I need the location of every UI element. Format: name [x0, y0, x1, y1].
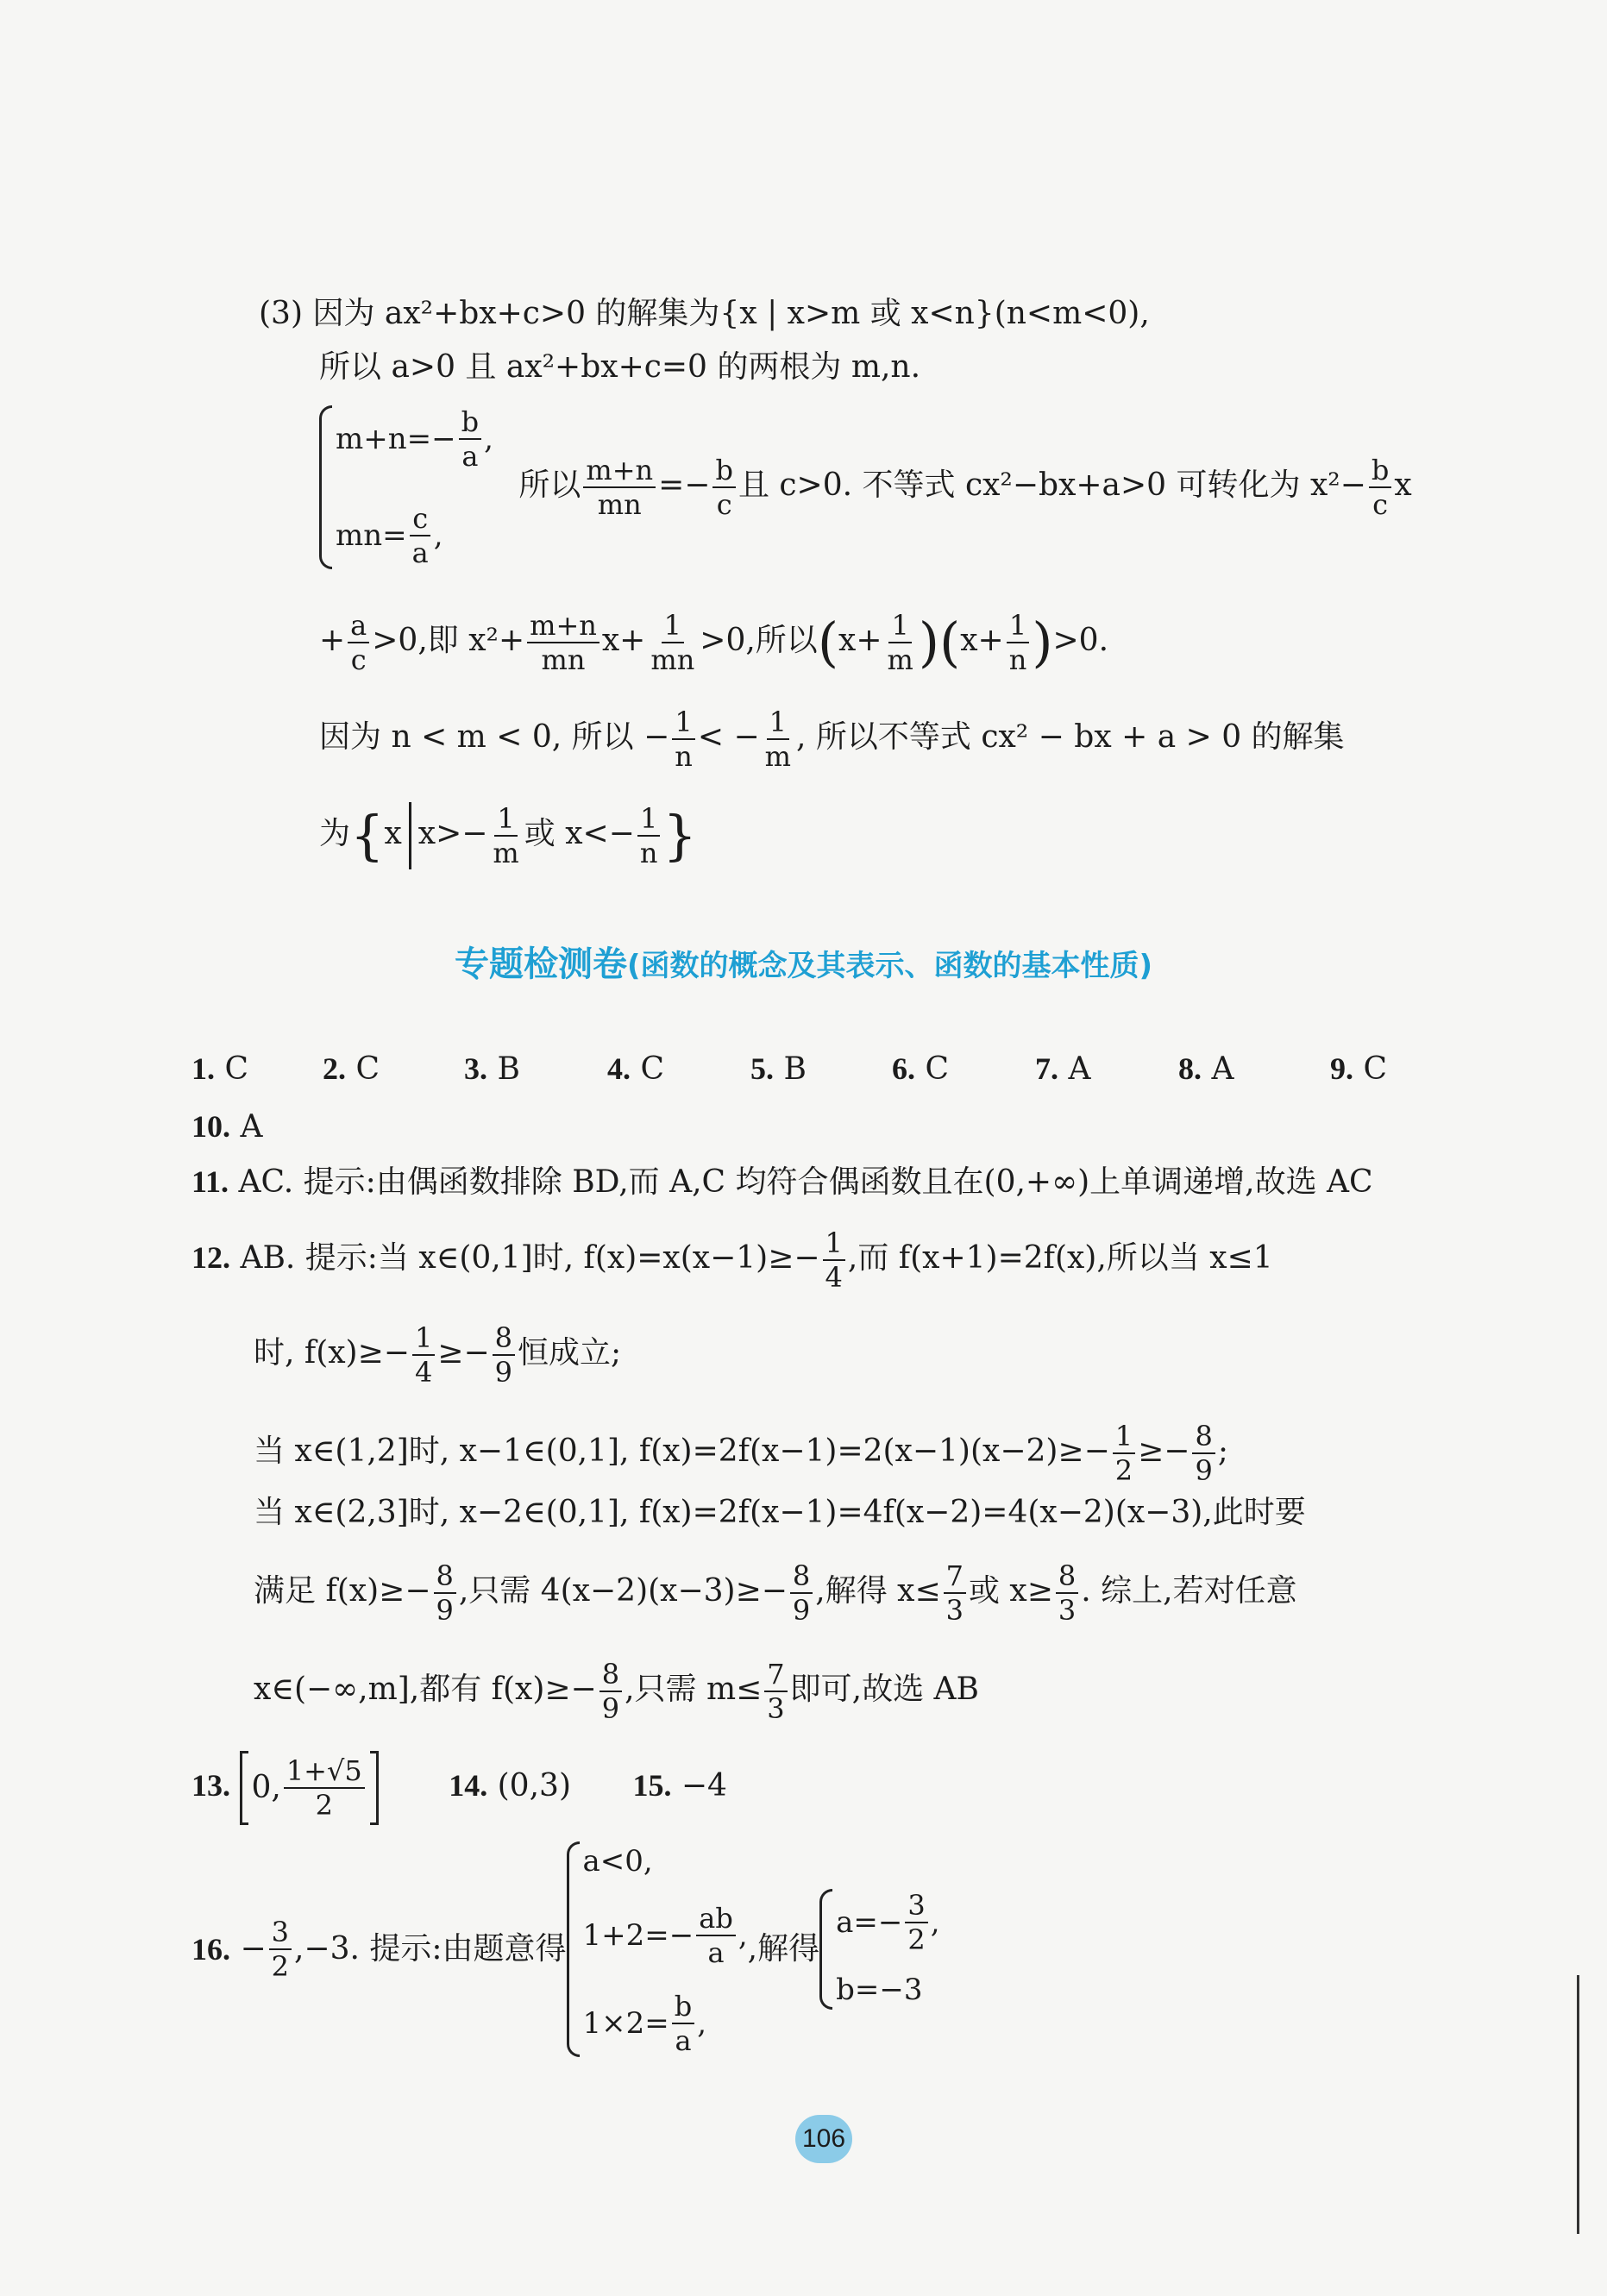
page-number: 106: [795, 2115, 852, 2163]
part3-line2: 所以 a>0 且 ax²+bx+c=0 的两根为 m,n.: [319, 349, 921, 385]
part3-line1: (3) 因为 ax²+bx+c>0 的解集为{x | x>m 或 x<n}(n<m<0),: [259, 296, 1150, 331]
answer-4: 4. C: [607, 1051, 664, 1087]
part3-line5: 因为 n < m < 0, 所以 − $\frac{1}{n}$ < − $\frac{1}{m}$ , 所以不等式 cx² − bx + a > 0 的解集: [319, 706, 1345, 773]
interval-bracket: 0, $\frac{1+√5}{2}$: [240, 1751, 378, 1825]
margin-rule: [1577, 1975, 1579, 2234]
answer-6: 6. C: [892, 1051, 949, 1087]
answer-9: 9. C: [1330, 1051, 1387, 1087]
answer-5: 5. B: [750, 1051, 807, 1087]
answer-12-line3: 当 x∈(1,2]时, x−1∈(0,1], f(x)=2f(x−1)=2(x−1)(x−2)≥− $\frac{1}{2}$ ≥− $\frac{8}{9}$ ;: [254, 1420, 1228, 1487]
answer-12-line4: 当 x∈(2,3]时, x−2∈(0,1], f(x)=2f(x−1)=4f(x−2)=4(x−2)(x−3),此时要: [254, 1495, 1306, 1530]
part3-line4: + $\frac{a}{c}$ >0,即 x²+ $\frac{m+n}{mn}$ x+ $\frac{1}{mn}$ >0,所以(x+ $\frac{1}{m}$ )(x+ $\frac{1}{n}$ )>0.: [319, 609, 1109, 676]
condition-system: a<0, 1+2=− $\frac{ab}{a}$ , 1×2= $\frac{b}{a}$ ,: [567, 1841, 748, 2057]
answer-10: 10. A: [191, 1109, 263, 1145]
answer-12-line6: x∈(−∞,m],都有 f(x)≥− $\frac{8}{9}$ ,只需 m≤ $\frac{7}{3}$ 即可,故选 AB: [254, 1658, 979, 1725]
solution-system: a=− $\frac{3}{2}$ , b=−3: [819, 1889, 939, 2010]
section-title: 专题检测卷(函数的概念及其表示、函数的基本性质): [454, 944, 1153, 984]
answer-1: 1. C: [191, 1051, 248, 1087]
answer-2: 2. C: [323, 1051, 380, 1087]
answer-3: 3. B: [464, 1051, 520, 1087]
answer-11: 11. AC. 提示:由偶函数排除 BD,而 A,C 均符合偶函数且在(0,+∞)上单调递增,故选 AC: [191, 1164, 1373, 1200]
part3-line3: m+n=− $\frac{b}{a}$ , mn= $\frac{c}{a}$ , 所以 $\frac{m+n}{mn}$ =− $\frac{b}{c}$ 且 c>0. 不等式 cx²−bx+a>0 可转化为 x²− $\frac{b}{c}$ x: [319, 405, 1412, 569]
answer-16: 16. − $\frac{3}{2}$ ,−3. 提示:由题意得 a<0, 1+2=− $\frac{ab}{a}$ , 1×2= $\frac{b}{a}$ , ,解得 a=− $\frac{3}{2}$ , b=−3: [191, 1837, 940, 2061]
answer-13-15: 13. 0, $\frac{1+√5}{2}$ 14. (0,3) 15. −4: [191, 1751, 727, 1825]
answer-12-line5: 满足 f(x)≥− $\frac{8}{9}$ ,只需 4(x−2)(x−3)≥− $\frac{8}{9}$ ,解得 x≤ $\frac{7}{3}$ 或 x≥ $\frac{8}{3}$ . 综上,若对任意: [254, 1559, 1297, 1627]
answer-7: 7. A: [1035, 1051, 1091, 1087]
answer-12-line1: 12. AB. 提示:当 x∈(0,1]时, f(x)=x(x−1)≥− $\frac{1}{4}$ ,而 f(x+1)=2f(x),所以当 x≤1: [191, 1226, 1273, 1294]
equation-system: m+n=− $\frac{b}{a}$ , mn= $\frac{c}{a}$ ,: [319, 405, 493, 569]
part3-line6: 为{x x>− $\frac{1}{m}$ 或 x<− $\frac{1}{n}$ }: [319, 802, 697, 869]
answer-8: 8. A: [1178, 1051, 1234, 1087]
answer-12-line2: 时, f(x)≥− $\frac{1}{4}$ ≥− $\frac{8}{9}$ 恒成立;: [254, 1321, 622, 1389]
